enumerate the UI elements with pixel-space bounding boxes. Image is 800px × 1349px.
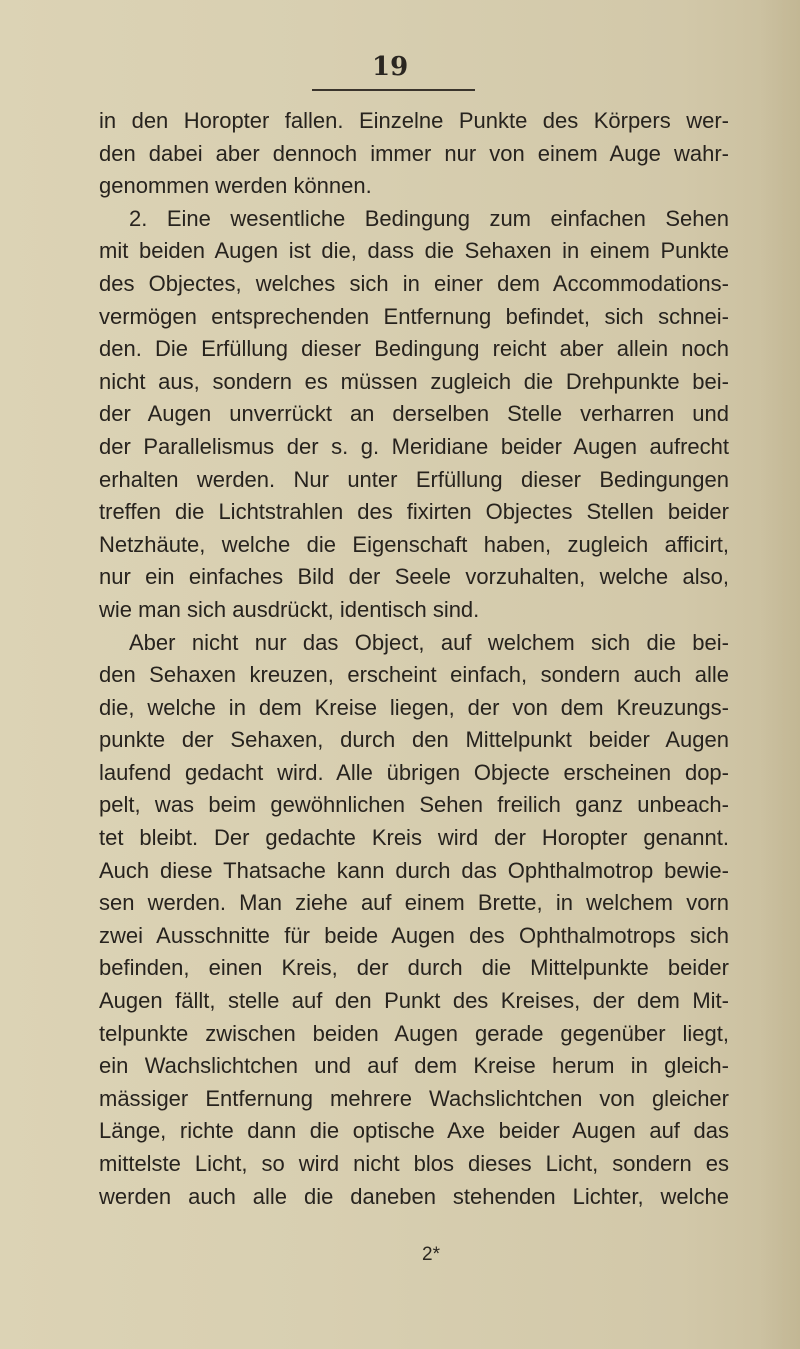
text-line: der Augen unverrückt an derselben Stelle verharren und: [99, 401, 729, 427]
text-line: mit beiden Augen ist die, dass die Sehaxen in einem Punkte: [99, 238, 729, 264]
text-line: werden auch alle die daneben stehenden Lichter, welche: [99, 1183, 729, 1209]
text-line: den dabei aber dennoch immer nur von einem Auge wahr-: [99, 140, 729, 166]
text-line: in den Horopter fallen. Einzelne Punkte des Körpers wer-: [99, 108, 729, 133]
text-line: treffen die Lichtstrahlen des fixirten Objectes Stellen beider: [99, 499, 729, 525]
page-edge-shadow: [760, 0, 800, 1349]
text-line: befinden, einen Kreis, der durch die Mittelpunkte beider: [99, 955, 729, 981]
text-line: mässiger Entfernung mehrere Wachslichtchen von gleicher: [99, 1085, 729, 1111]
text-line: Länge, richte dann die optische Axe beider Augen auf das: [99, 1118, 729, 1144]
text-line: Netzhäute, welche die Eigenschaft haben, zugleich afficirt,: [99, 531, 729, 557]
text-line: vermögen entsprechenden Entfernung befindet, sich schnei-: [99, 303, 729, 329]
page-number: 19: [372, 52, 409, 82]
text-line: die, welche in dem Kreise liegen, der von dem Kreuzungs-: [99, 694, 729, 720]
header-rule: [312, 89, 475, 91]
text-line: zwei Ausschnitte für beide Augen des Ophthalmotrops sich: [99, 922, 729, 948]
text-line: nur ein einfaches Bild der Seele vorzuhalten, welche also,: [99, 564, 729, 590]
text-line: pelt, was beim gewöhnlichen Sehen freilich ganz unbeach-: [99, 792, 729, 818]
text-line: der Parallelismus der s. g. Meridiane beider Augen aufrecht: [99, 433, 729, 459]
text-line: nicht aus, sondern es müssen zugleich die Drehpunkte bei-: [99, 368, 729, 394]
signature-mark: 2*: [422, 1244, 440, 1265]
text-line: tet bleibt. Der gedachte Kreis wird der Horopter genannt.: [99, 825, 729, 851]
text-line: mittelste Licht, so wird nicht blos dieses Licht, sondern es: [99, 1151, 729, 1176]
text-line: erhalten werden. Nur unter Erfüllung dieser Bedingungen: [99, 466, 729, 492]
text-line: sen werden. Man ziehe auf einem Brette, in welchem vorn: [99, 890, 729, 916]
text-line: laufend gedacht wird. Alle übrigen Objecte erscheinen dop-: [99, 759, 729, 785]
text-line: wie man sich ausdrückt, identisch sind.: [99, 596, 480, 622]
text-line: den. Die Erfüllung dieser Bedingung reicht aber allein noch: [99, 336, 729, 362]
text-line: punkte der Sehaxen, durch den Mittelpunkt beider Augen: [99, 727, 729, 753]
text-line: telpunkte zwischen beiden Augen gerade gegenüber liegt,: [99, 1020, 729, 1046]
text-line: ein Wachslichtchen und auf dem Kreise herum in gleich-: [99, 1053, 729, 1079]
text-line: Aber nicht nur das Object, auf welchem sich die bei-: [129, 629, 729, 655]
text-line: genommen werden können.: [99, 173, 372, 199]
text-line: Augen fällt, stelle auf den Punkt des Kreises, der dem Mit-: [99, 988, 729, 1014]
text-line: Auch diese Thatsache kann durch das Ophthalmotrop bewie-: [99, 857, 729, 883]
text-line: den Sehaxen kreuzen, erscheint einfach, sondern auch alle: [99, 662, 729, 688]
body-text: [99, 105, 729, 1213]
text-line: des Objectes, welches sich in einer dem Accommodations-: [99, 270, 729, 296]
text-line: 2. Eine wesentliche Bedingung zum einfachen Sehen: [129, 205, 729, 231]
